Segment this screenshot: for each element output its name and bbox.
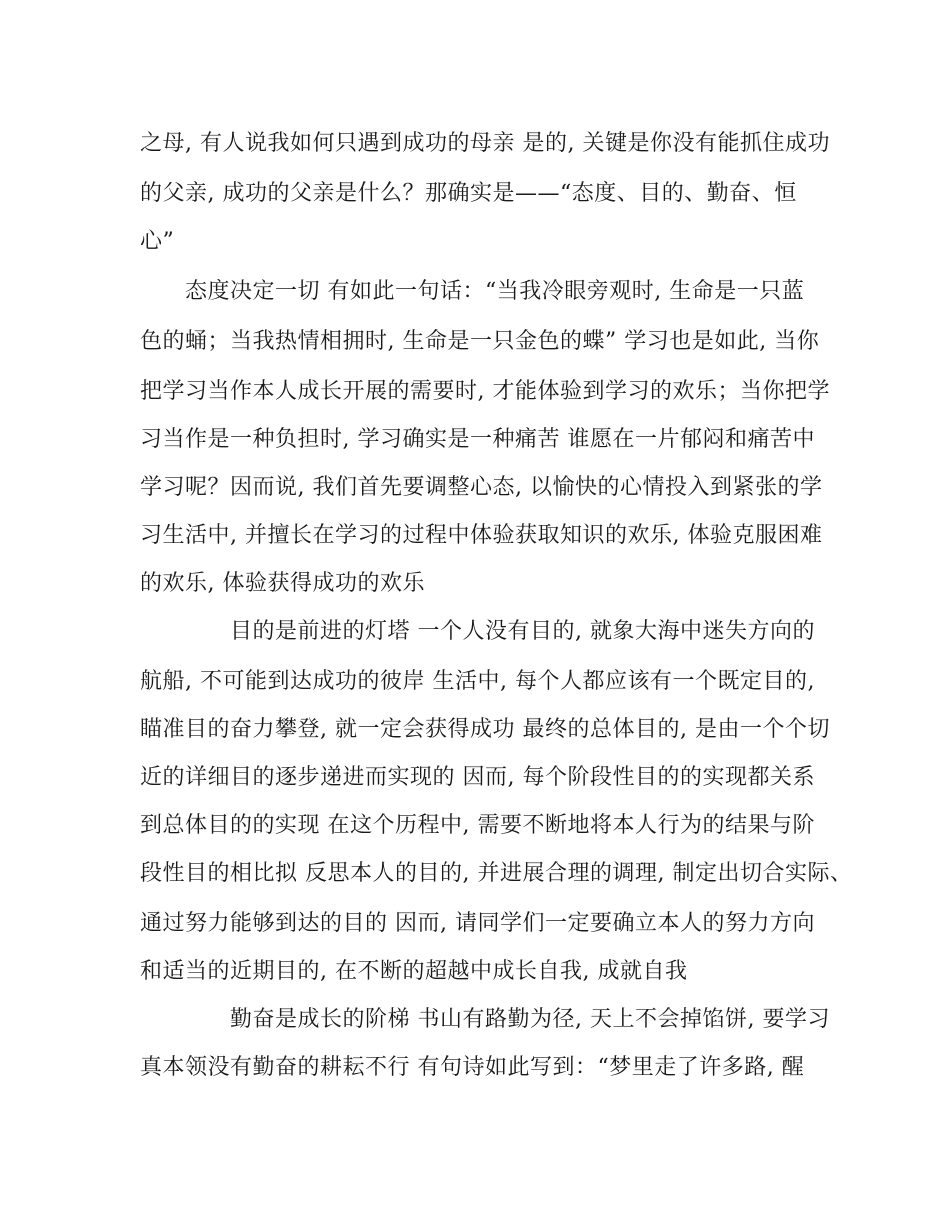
text-line: 和适当的近期目的, 在不断的超越中成长自我, 成就自我 bbox=[140, 959, 688, 984]
text-line: 把学习当作本人成长开展的需要时, 才能体验到学习的欢乐；当你把学 bbox=[140, 379, 830, 404]
paragraph-first-line: 勤奋是成长的阶梯 书山有路勤为径, 天上不会掉馅饼, 要学习 bbox=[230, 1007, 830, 1032]
text-line: 习生活中, 并擅长在学习的过程中体验获取知识的欢乐, 体验克服困难 bbox=[140, 523, 823, 548]
text-line: 心” bbox=[140, 229, 175, 254]
text-line: 的父亲, 成功的父亲是什么？那确实是——“态度、目的、勤奋、恒 bbox=[140, 181, 797, 206]
paragraph-first-line: 目的是前进的灯塔 一个人没有目的, 就象大海中迷失方向的 bbox=[230, 619, 815, 644]
text-line: 航船, 不可能到达成功的彼岸 生活中, 每个人都应该有一个既定目的, bbox=[140, 669, 815, 694]
text-line: 通过努力能够到达的目的 因而, 请同学们一定要确立本人的努力方向 bbox=[140, 911, 815, 936]
text-line: 到总体目的的实现 在这个历程中, 需要不断地将本人行为的结果与阶 bbox=[140, 813, 815, 838]
text-line: 瞄准目的奋力攀登, 就一定会获得成功 最终的总体目的, 是由一个个切 bbox=[140, 717, 830, 742]
text-line: 色的蛹；当我热情相拥时, 生命是一只金色的蝶” 学习也是如此, 当你 bbox=[140, 329, 820, 354]
text-line: 的欢乐, 体验获得成功的欢乐 bbox=[140, 571, 425, 596]
text-line: 之母, 有人说我如何只遇到成功的母亲 是的, 关键是你没有能抓住成功 bbox=[140, 131, 830, 156]
text-line: 学习呢？因而说, 我们首先要调整心态, 以愉快的心情投入到紧张的学 bbox=[140, 475, 823, 500]
paragraph-first-line: 态度决定一切 有如此一句话：“当我冷眼旁观时, 生命是一只蓝 bbox=[185, 279, 805, 304]
text-line: 习当作是一种负担时, 学习确实是一种痛苦 谁愿在一片郁闷和痛苦中 bbox=[140, 427, 815, 452]
text-line: 近的详细目的逐步递进而实现的 因而, 每个阶段性目的的实现都关系 bbox=[140, 765, 815, 790]
text-line: 真本领没有勤奋的耕耘不行 有句诗如此写到：“梦里走了许多路, 醒 bbox=[140, 1055, 805, 1080]
text-line: 段性目的相比拟 反思本人的目的, 并进展合理的调理, 制定出切合实际、 bbox=[140, 861, 853, 886]
